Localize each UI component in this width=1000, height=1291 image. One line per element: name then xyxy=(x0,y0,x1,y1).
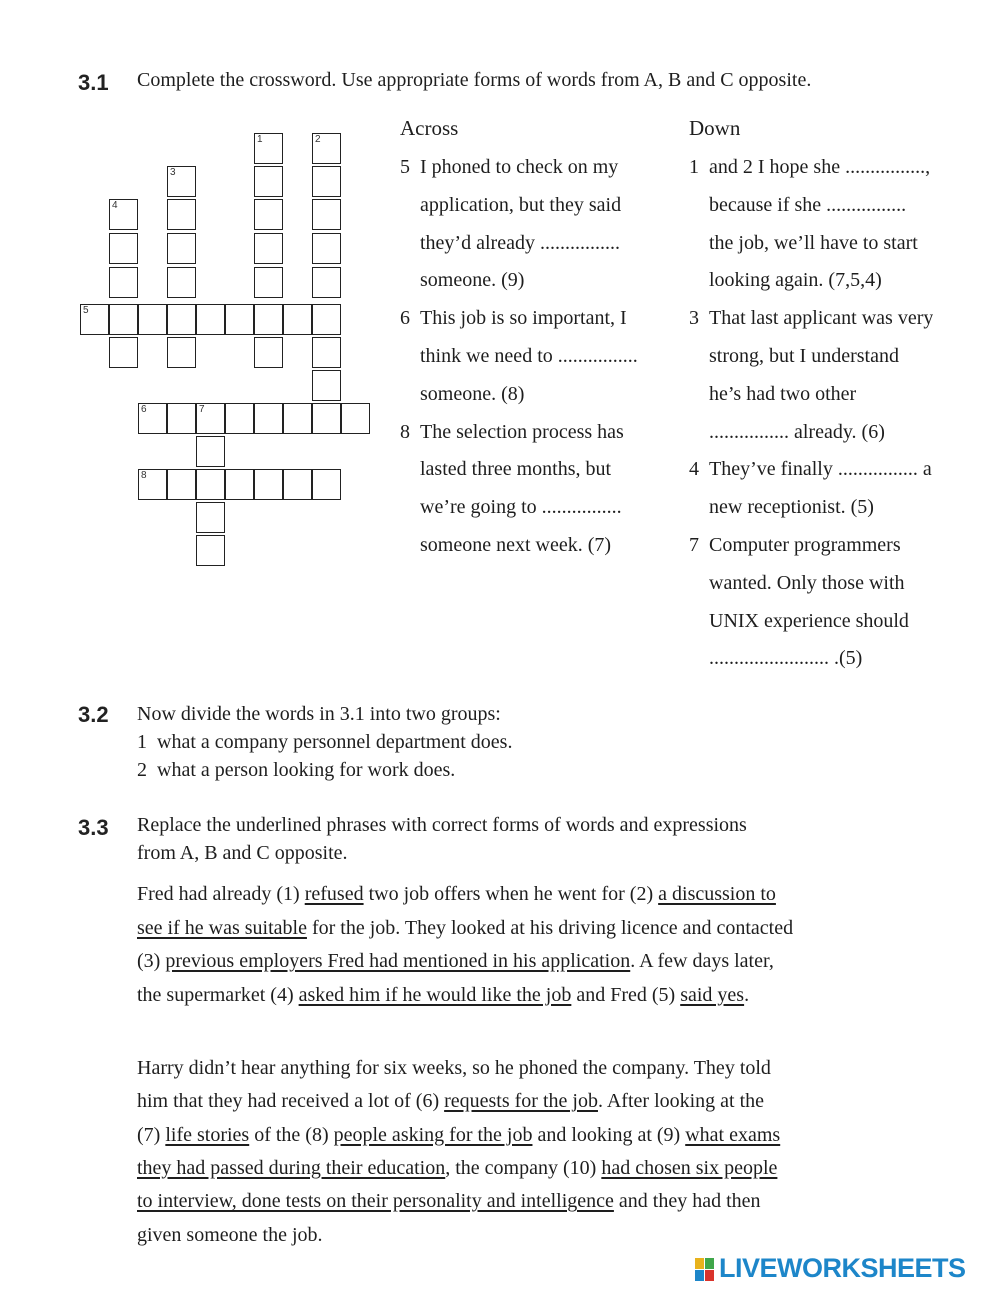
crossword-cell[interactable] xyxy=(225,403,254,434)
clue-text-line: UNIX experience should xyxy=(709,609,909,632)
clue-text-line: This job is so important, I xyxy=(420,307,627,330)
crossword-cell[interactable] xyxy=(312,199,341,230)
exercise-3-2-item-1 xyxy=(137,728,512,756)
crossword-clue-number: 6 xyxy=(141,404,147,415)
paragraph-line xyxy=(137,947,774,975)
underlined-phrase: life stories xyxy=(165,1123,250,1146)
text-segment: for the job. They looked at his driving licence and contacted xyxy=(306,916,794,939)
crossword-cell[interactable] xyxy=(109,337,138,368)
underlined-phrase: see if he was suitable xyxy=(137,916,307,939)
clue-text-line: I phoned to check on my xyxy=(420,156,619,178)
paragraph-line xyxy=(137,1054,771,1082)
crossword-cell[interactable] xyxy=(283,469,312,500)
crossword-cell[interactable] xyxy=(196,502,225,533)
text-segment: two job offers when he went for (2) xyxy=(363,883,659,905)
crossword-cell[interactable] xyxy=(312,133,341,164)
paragraph-line xyxy=(137,1221,323,1249)
exercise-3-3-instruction-line-2: from A, B and C opposite. xyxy=(137,842,348,864)
text-segment: , the company (10) xyxy=(445,1156,602,1179)
clue-text-line: and 2 I hope she ................, xyxy=(709,156,931,178)
paragraph-line xyxy=(137,914,793,942)
text-segment: . xyxy=(744,983,750,1006)
exercise-3-2-item-2 xyxy=(137,756,455,784)
crossword-cell[interactable] xyxy=(254,233,283,264)
crossword-cell[interactable] xyxy=(254,304,283,335)
clue-text-line: new receptionist. (5) xyxy=(709,496,874,519)
clue-number: 7 xyxy=(689,534,699,556)
text-segment: and looking at (9) xyxy=(532,1123,686,1146)
crossword-clue-number: 2 xyxy=(315,134,321,145)
crossword-cell[interactable] xyxy=(167,166,196,197)
crossword-cell[interactable] xyxy=(283,304,312,335)
underlined-phrase: requests for the job xyxy=(444,1090,598,1113)
crossword-cell[interactable] xyxy=(254,267,283,298)
text-segment: (3) xyxy=(137,950,166,972)
crossword-cell[interactable] xyxy=(312,166,341,197)
clue-text-line: he’s had two other xyxy=(709,382,857,405)
clue-text-line: That last applicant was very xyxy=(709,307,934,330)
clue-text-line: the job, we’ll have to start xyxy=(709,231,918,254)
clue-number: 1 xyxy=(689,156,699,178)
item-text: what a person looking for work does. xyxy=(157,759,456,781)
crossword-cell[interactable] xyxy=(312,304,341,335)
clue-text-line: someone. (8) xyxy=(420,382,525,405)
underlined-phrase: what exams xyxy=(685,1123,781,1146)
paragraph-line xyxy=(137,981,749,1009)
crossword-clue-number: 7 xyxy=(199,404,205,415)
crossword-cell[interactable] xyxy=(312,370,341,401)
text-segment: Fred had already (1) xyxy=(137,883,305,905)
crossword-clue-number: 5 xyxy=(83,305,89,316)
crossword-clue-number: 4 xyxy=(112,200,118,211)
crossword-cell[interactable] xyxy=(254,199,283,230)
across-heading: Across xyxy=(400,116,459,140)
underlined-phrase: said yes xyxy=(680,983,745,1006)
paragraph-line xyxy=(137,880,776,908)
text-segment: the supermarket (4) xyxy=(137,983,299,1006)
crossword-cell[interactable] xyxy=(80,304,109,335)
crossword-cell[interactable] xyxy=(254,166,283,197)
logo-mark-icon xyxy=(695,1258,715,1282)
crossword-cell[interactable] xyxy=(341,403,370,434)
underlined-phrase: asked him if he would like the job xyxy=(298,983,572,1006)
crossword-cell[interactable] xyxy=(167,267,196,298)
text-segment: (7) xyxy=(137,1123,166,1146)
clue-text-line: ........................ .(5) xyxy=(709,647,863,670)
crossword-cell[interactable] xyxy=(254,469,283,500)
underlined-phrase: people asking for the job xyxy=(333,1123,533,1146)
clue-text-line: They’ve finally ................ a xyxy=(709,458,932,481)
clue-number: 5 xyxy=(400,156,410,178)
underlined-phrase: a discussion to xyxy=(658,883,776,905)
exercise-number-3-2: 3.2 xyxy=(78,702,109,727)
item-text: what a company personnel department does. xyxy=(157,731,513,753)
clue-number: 4 xyxy=(689,458,699,481)
exercise-number-3-3: 3.3 xyxy=(78,815,109,840)
clue-number: 6 xyxy=(400,307,410,330)
logo-text: LIVEWORKSHEETS xyxy=(719,1253,966,1283)
crossword-clue-number: 1 xyxy=(257,134,263,145)
down-heading: Down xyxy=(689,116,741,140)
underlined-phrase: to interview, done tests on their personality and intelligence xyxy=(137,1190,614,1213)
clue-text-line: strong, but I understand xyxy=(709,345,899,367)
exercise-number-3-1: 3.1 xyxy=(78,70,109,95)
text-segment: given someone the job. xyxy=(137,1223,323,1246)
text-segment: and they had then xyxy=(613,1190,761,1213)
clue-text-line: someone. (9) xyxy=(420,269,525,292)
crossword-cell[interactable] xyxy=(138,304,167,335)
crossword-cell[interactable] xyxy=(254,403,283,434)
crossword-clue-number: 8 xyxy=(141,470,147,481)
crossword-cell[interactable] xyxy=(225,304,254,335)
crossword-cell[interactable] xyxy=(254,133,283,164)
underlined-phrase: previous employers Fred had mentioned in his application xyxy=(165,950,631,972)
crossword-cell[interactable] xyxy=(312,267,341,298)
clue-text-line: we’re going to ................ xyxy=(420,496,622,519)
crossword-cell[interactable] xyxy=(312,337,341,368)
crossword-grid xyxy=(0,0,400,600)
clue-text-line: application, but they said xyxy=(420,193,622,216)
text-segment: . A few days later, xyxy=(630,950,774,972)
crossword-cell[interactable] xyxy=(109,199,138,230)
clue-text-line: Computer programmers xyxy=(709,534,901,556)
crossword-cell[interactable] xyxy=(138,403,167,434)
paragraph-line xyxy=(137,1087,764,1115)
crossword-cell[interactable] xyxy=(196,403,225,434)
clue-text-line: The selection process has xyxy=(420,420,624,443)
underlined-phrase: they had passed during their education xyxy=(137,1156,446,1179)
text-segment: Harry didn’t hear anything for six weeks, so he phoned the company. They told xyxy=(137,1057,771,1079)
item-number: 2 xyxy=(137,759,147,781)
paragraph-line xyxy=(137,1121,780,1149)
clue-text-line: ................ already. (6) xyxy=(709,420,885,443)
clue-text-line: because if she ................ xyxy=(709,193,907,216)
crossword-cell[interactable] xyxy=(196,469,225,500)
crossword-cell[interactable] xyxy=(312,233,341,264)
crossword-cell[interactable] xyxy=(196,436,225,467)
clue-text-line: looking again. (7,5,4) xyxy=(709,269,882,292)
crossword-cell[interactable] xyxy=(312,403,341,434)
crossword-cell[interactable] xyxy=(109,304,138,335)
exercise-3-1-instruction: Complete the crossword. Use appropriate forms of words from A, B and C opposite. xyxy=(137,69,812,91)
clue-text-line: they’d already ................ xyxy=(420,231,620,254)
crossword-cell[interactable] xyxy=(167,469,196,500)
crossword-cell[interactable] xyxy=(167,403,196,434)
crossword-cell[interactable] xyxy=(196,304,225,335)
crossword-cell[interactable] xyxy=(109,267,138,298)
exercise-3-3-instruction-line-1: Replace the underlined phrases with correct forms of words and expressions xyxy=(137,814,747,836)
clue-text-line: lasted three months, but xyxy=(420,458,612,481)
crossword-clue-number: 3 xyxy=(170,167,176,178)
crossword-cell[interactable] xyxy=(167,304,196,335)
text-segment: and Fred (5) xyxy=(571,983,681,1006)
underlined-phrase: had chosen six people xyxy=(601,1156,778,1179)
clue-text-line: wanted. Only those with xyxy=(709,571,905,594)
item-number: 1 xyxy=(137,731,147,753)
text-segment: of the (8) xyxy=(249,1123,334,1146)
crossword-cell[interactable] xyxy=(312,469,341,500)
crossword-cell[interactable] xyxy=(167,337,196,368)
clue-number: 8 xyxy=(400,420,410,443)
text-segment: . After looking at the xyxy=(597,1090,765,1113)
paragraph-line xyxy=(137,1187,761,1215)
crossword-cell[interactable] xyxy=(196,535,225,566)
clue-number: 3 xyxy=(689,307,699,330)
crossword-cell[interactable] xyxy=(167,233,196,264)
crossword-cell[interactable] xyxy=(138,469,167,500)
paragraph-line xyxy=(137,1154,777,1182)
clue-text-line: think we need to ................ xyxy=(420,345,638,367)
crossword-cell[interactable] xyxy=(109,233,138,264)
crossword-cell[interactable] xyxy=(167,199,196,230)
underlined-phrase: refused xyxy=(304,883,364,905)
crossword-cell[interactable] xyxy=(225,469,254,500)
crossword-cell[interactable] xyxy=(254,337,283,368)
exercise-3-2-intro: Now divide the words in 3.1 into two groups: xyxy=(137,703,501,725)
text-segment: him that they had received a lot of (6) xyxy=(137,1090,445,1113)
crossword-cell[interactable] xyxy=(283,403,312,434)
clue-text-line: someone next week. (7) xyxy=(420,534,612,556)
